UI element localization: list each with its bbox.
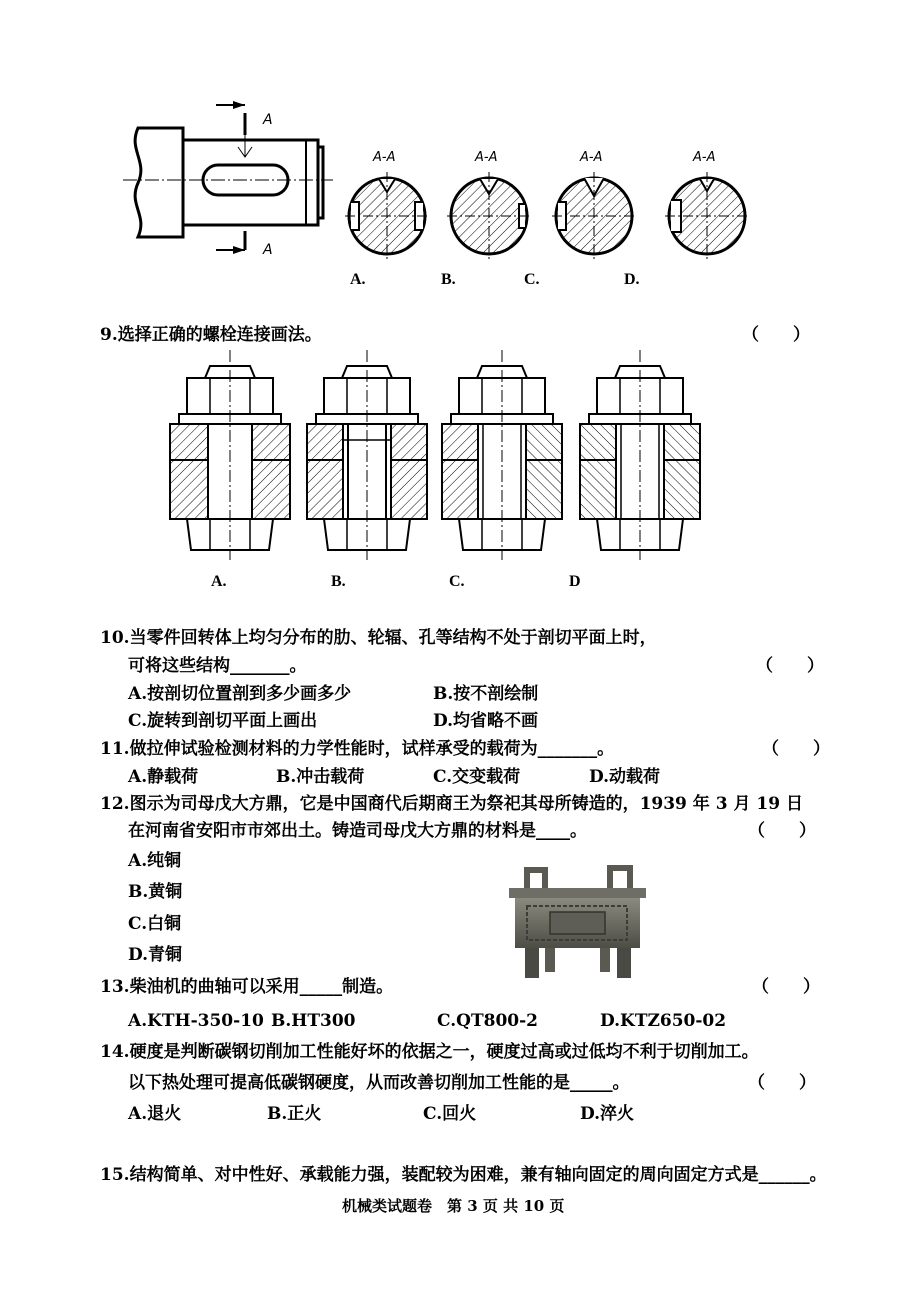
q11-option-d: D.动载荷 [589, 767, 661, 787]
section-option-b [447, 150, 532, 265]
section-title: A-A [475, 150, 498, 165]
q10-option-b: B.按不剖绘制 [433, 684, 539, 704]
q11-stem: 11.做拉伸试验检测材料的力学性能时，试样承受的载荷为_______。 [100, 739, 615, 759]
q9-option-b: B. [331, 573, 346, 590]
bolt-drawing-c [437, 350, 567, 560]
section-title: A-A [693, 150, 716, 165]
q8-option-d: D. [624, 271, 640, 288]
q14-option-d: D.淬火 [580, 1104, 635, 1124]
shaft-drawing [118, 95, 348, 265]
q13-answer-paren: （ ） [752, 977, 820, 997]
q9-option-d: D [569, 573, 581, 590]
q13-option-b: B.HT300 [271, 1011, 356, 1031]
q12-stem-line2: 在河南省安阳市市郊出土。铸造司母戊大方鼎的材料是____。 [128, 821, 587, 841]
q13-option-c: C.QT800-2 [437, 1011, 538, 1031]
q8-option-c: C. [524, 271, 540, 288]
q11-option-c: C.交变载荷 [433, 767, 521, 787]
section-label-bottom: A [263, 242, 273, 258]
section-title: A-A [580, 150, 603, 165]
q15-stem: 15.结构简单、对中性好、承载能力强，装配较为困难，兼有轴向固定的周向固定方式是______。 [100, 1165, 827, 1185]
q8-option-a: A. [350, 271, 366, 288]
section-option-c [552, 150, 637, 265]
q11-option-b: B.冲击载荷 [276, 767, 365, 787]
q12-option-b: B.黄铜 [128, 882, 183, 902]
q10-answer-paren: （ ） [756, 656, 824, 676]
bolt-drawing-b [302, 350, 432, 560]
q13-option-d: D.KTZ650-02 [600, 1011, 727, 1031]
q14-option-b: B.正火 [267, 1104, 322, 1124]
section-option-d [665, 150, 750, 265]
section-title: A-A [373, 150, 396, 165]
q10-option-d: D.均省略不画 [433, 711, 539, 731]
q11-answer-paren: （ ） [762, 739, 830, 759]
q14-option-c: C.回火 [423, 1104, 477, 1124]
q11-option-a: A.静载荷 [128, 767, 199, 787]
section-option-a [345, 150, 430, 265]
q10-option-a: A.按剖切位置剖到多少画多少 [128, 684, 352, 704]
section-label-top: A [263, 112, 273, 128]
q13-option-a: A.KTH-350-10 [128, 1011, 264, 1031]
q12-option-c: C.白铜 [128, 914, 182, 934]
q14-stem-line1: 14.硬度是判断碳钢切削加工性能好坏的依据之一，硬度过高或过低均不利于切削加工。 [100, 1042, 759, 1062]
q12-option-a: A.纯铜 [128, 851, 182, 871]
bolt-drawing-a [165, 350, 295, 560]
q9-option-c: C. [449, 573, 465, 590]
q9-option-a: A. [211, 573, 227, 590]
page-footer: 机械类试题卷 第 3 页 共 10 页 [342, 1197, 565, 1215]
q10-stem-line2: 可将这些结构_______。 [128, 656, 307, 676]
q8-option-b: B. [441, 271, 456, 288]
q9-answer-paren: （ ） [742, 325, 810, 345]
q14-stem-line2: 以下热处理可提高低碳钢硬度，从而改善切削加工性能的是_____。 [128, 1073, 630, 1093]
q10-option-c: C.旋转到剖切平面上画出 [128, 711, 318, 731]
bolt-drawing-d [575, 350, 705, 560]
bronze-ding-image [505, 860, 650, 980]
q14-option-a: A.退火 [128, 1104, 182, 1124]
q12-option-d: D.青铜 [128, 945, 183, 965]
q14-answer-paren: （ ） [748, 1073, 816, 1093]
q12-stem-line1: 12.图示为司母戊大方鼎，它是中国商代后期商王为祭祀其母所铸造的，1939 年 3 月 19 日 [100, 794, 803, 814]
q10-stem-line1: 10.当零件回转体上均匀分布的肋、轮辐、孔等结构不处于剖切平面上时， [100, 628, 657, 648]
q12-answer-paren: （ ） [748, 821, 816, 841]
q9-stem: 9.选择正确的螺栓连接画法。 [100, 325, 322, 345]
q13-stem: 13.柴油机的曲轴可以采用_____制造。 [100, 977, 394, 997]
